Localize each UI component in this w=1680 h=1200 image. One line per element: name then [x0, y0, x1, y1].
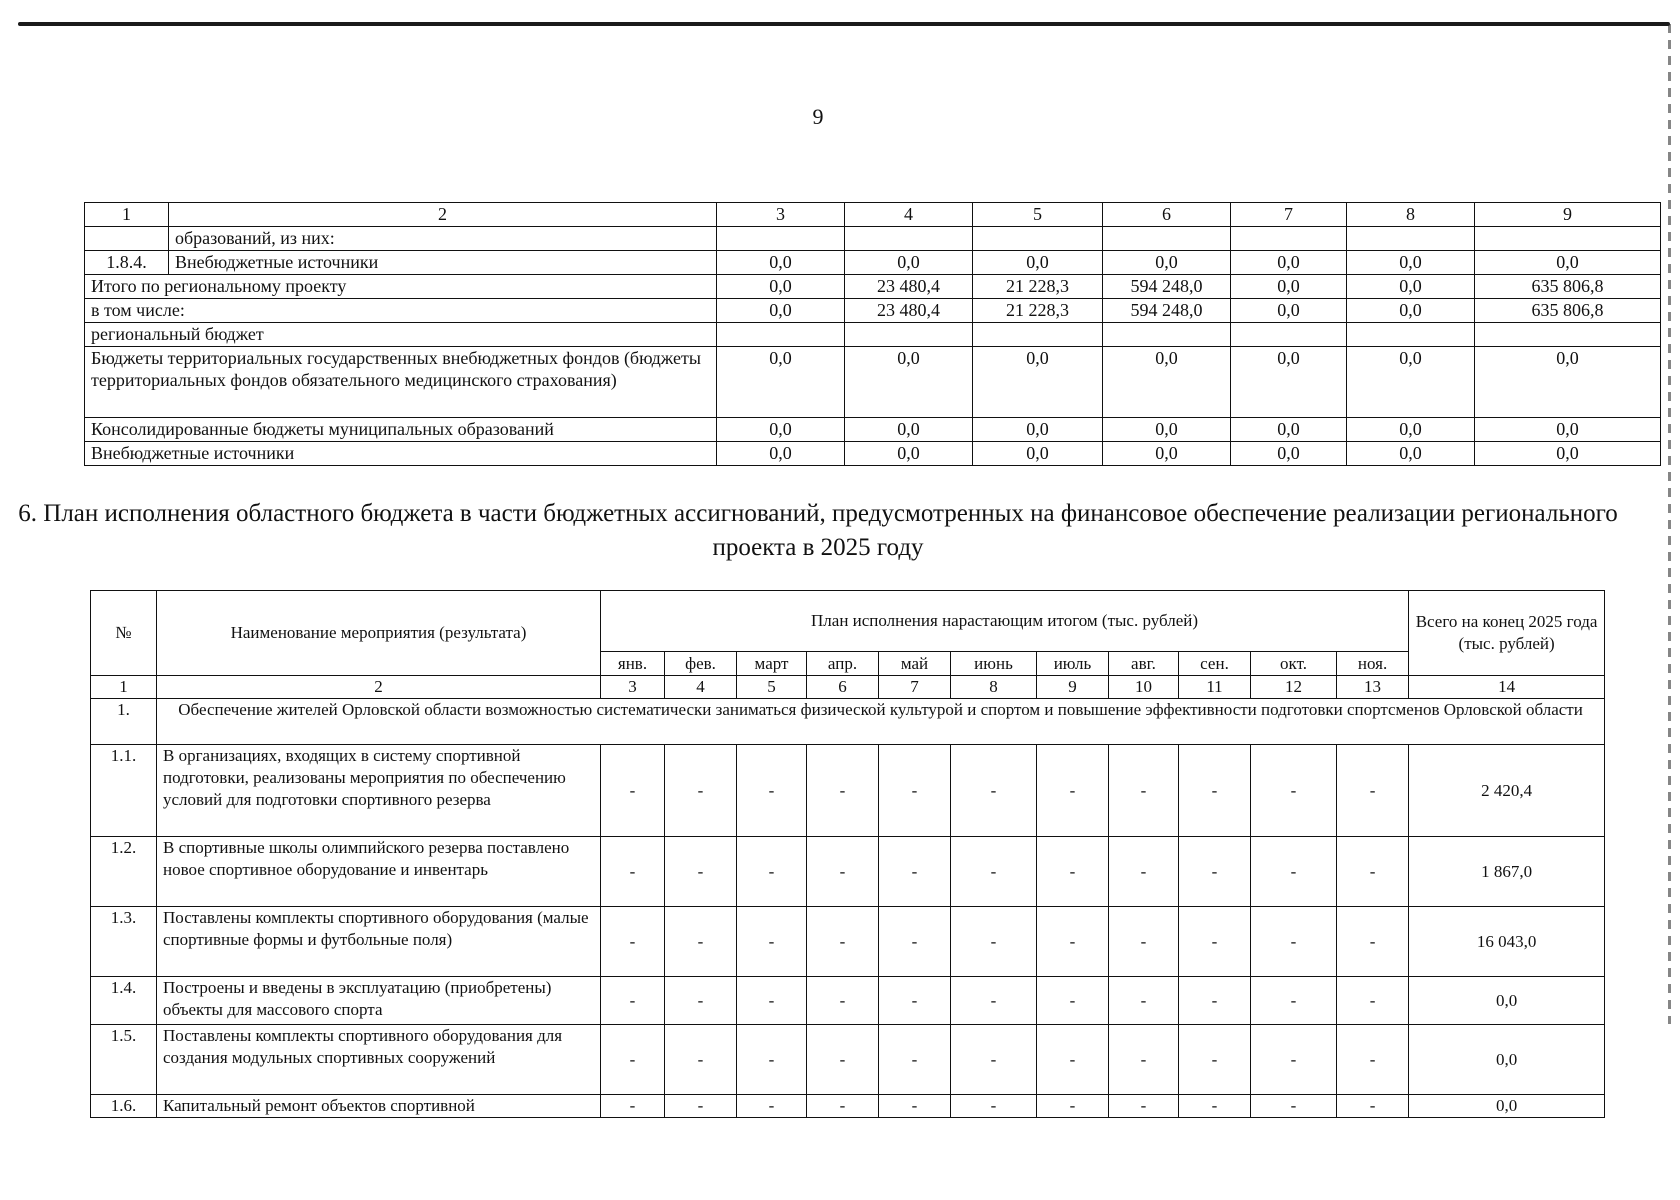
table-row: [91, 1095, 1605, 1118]
row-name: Поставлены комплекты спортивного оборудования для создания модульных спортивных сооружений: [157, 1025, 601, 1095]
row-number: 1.1.: [91, 745, 157, 837]
value-cell: 0,0: [845, 251, 973, 275]
month-value: -: [879, 1025, 951, 1095]
month-value: -: [1109, 907, 1179, 977]
table-row: [85, 227, 1661, 251]
funding-table-continued: [84, 202, 1661, 466]
row-number: 1.2.: [91, 837, 157, 907]
table1-header-cell: 6: [1103, 203, 1231, 227]
month-value: -: [951, 1095, 1037, 1118]
value-cell: 0,0: [1103, 347, 1231, 418]
table-row: [85, 347, 1661, 418]
month-value: -: [1251, 745, 1337, 837]
value-cell: 0,0: [717, 442, 845, 466]
value-cell: 0,0: [973, 251, 1103, 275]
value-cell: 0,0: [1103, 418, 1231, 442]
month-value: -: [601, 837, 665, 907]
table2-column-numbers: [91, 676, 1605, 699]
month-header: апр.: [807, 652, 879, 676]
month-value: -: [807, 837, 879, 907]
month-value: -: [1109, 1095, 1179, 1118]
value-cell: 0,0: [1475, 347, 1661, 418]
column-number: 10: [1109, 676, 1179, 699]
value-cell: 0,0: [1231, 418, 1347, 442]
table-row: [85, 275, 1661, 299]
header-no: №: [91, 591, 157, 676]
value-cell: [1347, 323, 1475, 347]
month-header: авг.: [1109, 652, 1179, 676]
month-value: -: [951, 745, 1037, 837]
month-value: -: [737, 745, 807, 837]
row-name: региональный бюджет: [85, 323, 717, 347]
value-cell: [973, 227, 1103, 251]
month-header: фев.: [665, 652, 737, 676]
value-cell: 23 480,4: [845, 299, 973, 323]
month-value: -: [879, 907, 951, 977]
table-row: [85, 418, 1661, 442]
row-name: Бюджеты территориальных государственных внебюджетных фондов (бюджеты территориальных фондов обязательного медицинского страхования): [85, 347, 717, 418]
group-row: [91, 699, 1605, 745]
month-value: -: [665, 1095, 737, 1118]
value-cell: 0,0: [973, 418, 1103, 442]
row-name: Поставлены комплекты спортивного оборудования (малые спортивные формы и футбольные поля): [157, 907, 601, 977]
row-name: образований, из них:: [169, 227, 717, 251]
row-name: Консолидированные бюджеты муниципальных образований: [85, 418, 717, 442]
value-cell: 0,0: [1347, 347, 1475, 418]
column-number: 11: [1179, 676, 1251, 699]
value-cell: 594 248,0: [1103, 275, 1231, 299]
table1-header-cell: 2: [169, 203, 717, 227]
table-row: [91, 1025, 1605, 1095]
total-value: 1 867,0: [1409, 837, 1605, 907]
row-name: Построены и введены в эксплуатацию (приобретены) объекты для массового спорта: [157, 977, 601, 1025]
value-cell: 23 480,4: [845, 275, 973, 299]
column-number: 4: [665, 676, 737, 699]
month-value: -: [1337, 1095, 1409, 1118]
total-value: 2 420,4: [1409, 745, 1605, 837]
value-cell: 0,0: [845, 347, 973, 418]
month-value: -: [1179, 1095, 1251, 1118]
value-cell: 0,0: [1347, 299, 1475, 323]
month-value: -: [1337, 837, 1409, 907]
table-row: [91, 745, 1605, 837]
column-number: 7: [879, 676, 951, 699]
value-cell: [717, 227, 845, 251]
value-cell: 635 806,8: [1475, 299, 1661, 323]
row-name: Капитальный ремонт объектов спортивной: [157, 1095, 601, 1118]
section-heading: 6. План исполнения областного бюджета в части бюджетных ассигнований, предусмотренных на финансовое обеспечение реализации регионального проекта в 2025 году: [18, 500, 1618, 561]
value-cell: 21 228,3: [973, 299, 1103, 323]
column-number: 3: [601, 676, 665, 699]
month-value: -: [807, 977, 879, 1025]
month-value: -: [1037, 745, 1109, 837]
total-value: 16 043,0: [1409, 907, 1605, 977]
month-value: -: [601, 1095, 665, 1118]
value-cell: 0,0: [1475, 442, 1661, 466]
month-header: июнь: [951, 652, 1037, 676]
month-value: -: [1337, 1025, 1409, 1095]
table1-header-cell: 3: [717, 203, 845, 227]
row-name: Внебюджетные источники: [85, 442, 717, 466]
table1-header-row: [85, 203, 1661, 227]
month-value: -: [601, 907, 665, 977]
month-value: -: [807, 745, 879, 837]
month-value: -: [665, 1025, 737, 1095]
value-cell: 0,0: [973, 442, 1103, 466]
table-row: [85, 251, 1661, 275]
month-value: -: [601, 977, 665, 1025]
month-header: сен.: [1179, 652, 1251, 676]
month-value: -: [737, 1025, 807, 1095]
month-value: -: [737, 907, 807, 977]
month-value: -: [1037, 977, 1109, 1025]
month-header: янв.: [601, 652, 665, 676]
value-cell: 0,0: [1347, 418, 1475, 442]
table-row: [91, 837, 1605, 907]
month-value: -: [1109, 837, 1179, 907]
month-value: -: [1251, 1025, 1337, 1095]
month-value: -: [1251, 977, 1337, 1025]
month-value: -: [951, 1025, 1037, 1095]
row-name: Итого по региональному проекту: [85, 275, 717, 299]
row-number: 1.5.: [91, 1025, 157, 1095]
column-number: 8: [951, 676, 1037, 699]
value-cell: 0,0: [1347, 275, 1475, 299]
month-value: -: [951, 907, 1037, 977]
table1-header-cell: 9: [1475, 203, 1661, 227]
month-value: -: [951, 977, 1037, 1025]
month-value: -: [879, 1095, 951, 1118]
table-row: [91, 977, 1605, 1025]
value-cell: [845, 227, 973, 251]
month-value: -: [1251, 837, 1337, 907]
month-value: -: [1251, 907, 1337, 977]
value-cell: 0,0: [717, 299, 845, 323]
month-value: -: [737, 1095, 807, 1118]
header-activity-name: Наименование мероприятия (результата): [157, 591, 601, 676]
value-cell: 635 806,8: [1475, 275, 1661, 299]
month-value: -: [737, 837, 807, 907]
value-cell: [1103, 323, 1231, 347]
row-name: Внебюджетные источники: [169, 251, 717, 275]
column-number: 12: [1251, 676, 1337, 699]
total-value: 0,0: [1409, 1025, 1605, 1095]
month-value: -: [879, 977, 951, 1025]
group-title: Обеспечение жителей Орловской области возможностью систематически заниматься физической культурой и спортом и повышение эффективности подготовки спортсменов Орловской области: [157, 699, 1605, 745]
total-value: 0,0: [1409, 977, 1605, 1025]
row-name: В организациях, входящих в систему спортивной подготовки, реализованы мероприятия по обеспечению условий для подготовки спортивного резерва: [157, 745, 601, 837]
value-cell: 0,0: [717, 275, 845, 299]
row-number: 1.4.: [91, 977, 157, 1025]
month-value: -: [1251, 1095, 1337, 1118]
month-value: -: [1109, 977, 1179, 1025]
month-value: -: [1179, 745, 1251, 837]
column-number: 13: [1337, 676, 1409, 699]
month-value: -: [601, 745, 665, 837]
value-cell: 0,0: [1347, 251, 1475, 275]
row-number: 1.8.4.: [85, 251, 169, 275]
month-value: -: [1179, 1025, 1251, 1095]
column-number: 9: [1037, 676, 1109, 699]
value-cell: [717, 323, 845, 347]
row-number: [85, 227, 169, 251]
value-cell: 0,0: [1231, 347, 1347, 418]
month-value: -: [1109, 1025, 1179, 1095]
value-cell: 0,0: [845, 418, 973, 442]
table-row: [85, 442, 1661, 466]
month-value: -: [1037, 837, 1109, 907]
column-number: 6: [807, 676, 879, 699]
table1-header-cell: 8: [1347, 203, 1475, 227]
month-value: -: [1337, 977, 1409, 1025]
row-number: 1.6.: [91, 1095, 157, 1118]
value-cell: 0,0: [1475, 418, 1661, 442]
month-value: -: [1109, 745, 1179, 837]
budget-plan-table: [90, 590, 1605, 1118]
column-number: 2: [157, 676, 601, 699]
table-row: [91, 907, 1605, 977]
value-cell: 0,0: [717, 418, 845, 442]
value-cell: 0,0: [845, 442, 973, 466]
row-number: 1.3.: [91, 907, 157, 977]
value-cell: [1231, 323, 1347, 347]
value-cell: [1231, 227, 1347, 251]
table-row: [85, 299, 1661, 323]
month-value: -: [1337, 907, 1409, 977]
table2-header-row: [91, 591, 1605, 652]
value-cell: [845, 323, 973, 347]
month-value: -: [665, 745, 737, 837]
month-header: май: [879, 652, 951, 676]
value-cell: [1475, 227, 1661, 251]
month-value: -: [807, 1025, 879, 1095]
page-number: 9: [812, 104, 824, 129]
value-cell: 0,0: [1231, 299, 1347, 323]
value-cell: [1475, 323, 1661, 347]
month-value: -: [737, 977, 807, 1025]
month-value: -: [879, 837, 951, 907]
scan-top-border: [18, 22, 1670, 26]
row-name: в том числе:: [85, 299, 717, 323]
month-header: окт.: [1251, 652, 1337, 676]
value-cell: 594 248,0: [1103, 299, 1231, 323]
table1-header-cell: 7: [1231, 203, 1347, 227]
month-value: -: [1179, 837, 1251, 907]
month-value: -: [807, 907, 879, 977]
value-cell: 0,0: [1103, 251, 1231, 275]
scan-right-edge: [1668, 24, 1671, 1024]
month-value: -: [665, 907, 737, 977]
value-cell: [973, 323, 1103, 347]
month-value: -: [1179, 907, 1251, 977]
value-cell: 0,0: [1231, 275, 1347, 299]
value-cell: 0,0: [1475, 251, 1661, 275]
month-header: март: [737, 652, 807, 676]
value-cell: [1347, 227, 1475, 251]
column-number: 1: [91, 676, 157, 699]
column-number: 5: [737, 676, 807, 699]
month-value: -: [601, 1025, 665, 1095]
month-value: -: [665, 837, 737, 907]
month-value: -: [1037, 1095, 1109, 1118]
value-cell: 0,0: [717, 251, 845, 275]
value-cell: 0,0: [1231, 251, 1347, 275]
table1-header-cell: 5: [973, 203, 1103, 227]
month-value: -: [807, 1095, 879, 1118]
month-value: -: [1037, 1025, 1109, 1095]
group-number: 1.: [91, 699, 157, 745]
table-row: [85, 323, 1661, 347]
month-value: -: [1037, 907, 1109, 977]
value-cell: 0,0: [1231, 442, 1347, 466]
value-cell: 0,0: [717, 347, 845, 418]
value-cell: 21 228,3: [973, 275, 1103, 299]
month-header: ноя.: [1337, 652, 1409, 676]
value-cell: [1103, 227, 1231, 251]
header-plan: План исполнения нарастающим итогом (тыс. рублей): [601, 591, 1409, 652]
month-value: -: [1337, 745, 1409, 837]
table1-header-cell: 1: [85, 203, 169, 227]
row-name: В спортивные школы олимпийского резерва поставлено новое спортивное оборудование и инвентарь: [157, 837, 601, 907]
value-cell: 0,0: [973, 347, 1103, 418]
value-cell: 0,0: [1347, 442, 1475, 466]
month-value: -: [665, 977, 737, 1025]
month-value: -: [951, 837, 1037, 907]
table1-header-cell: 4: [845, 203, 973, 227]
total-value: 0,0: [1409, 1095, 1605, 1118]
month-header: июль: [1037, 652, 1109, 676]
value-cell: 0,0: [1103, 442, 1231, 466]
month-value: -: [1179, 977, 1251, 1025]
column-number: 14: [1409, 676, 1605, 699]
month-value: -: [879, 745, 951, 837]
header-total: Всего на конец 2025 года (тыс. рублей): [1409, 591, 1605, 676]
